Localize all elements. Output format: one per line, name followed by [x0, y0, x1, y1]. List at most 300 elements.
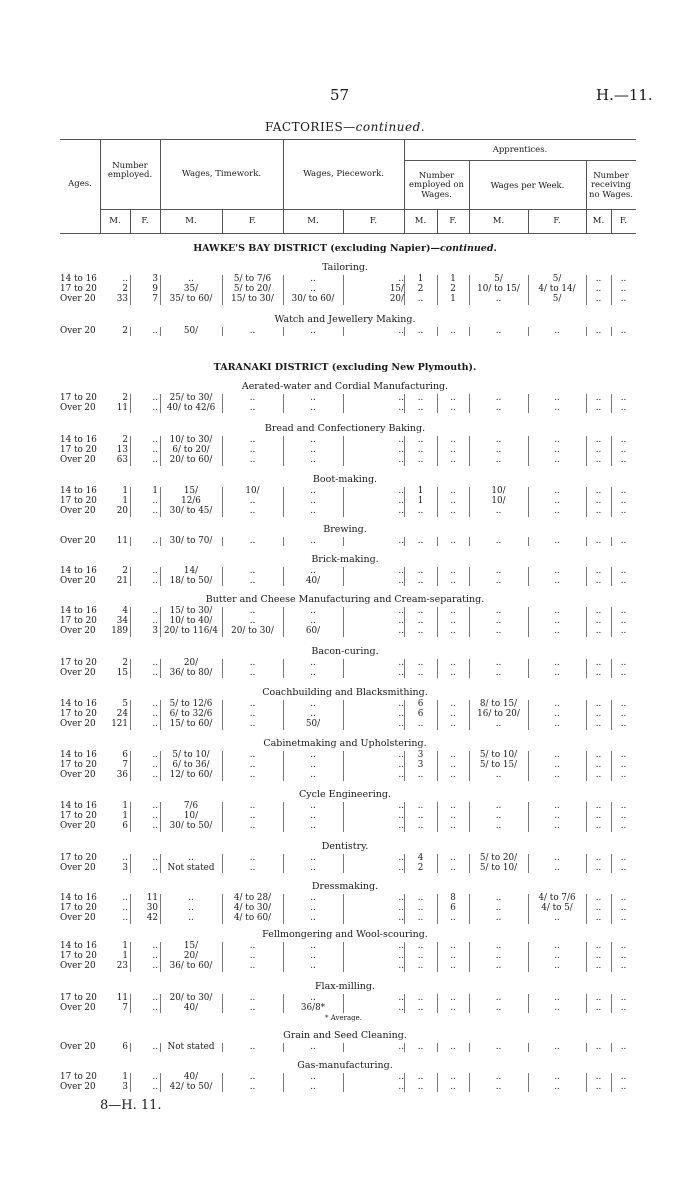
row-divider — [222, 607, 223, 637]
row-divider — [469, 751, 470, 781]
cell-xf: .. — [620, 760, 627, 771]
cell-xf: .. — [620, 576, 627, 587]
cell-nf: .. — [152, 496, 158, 507]
cell-pm: .. — [310, 1042, 316, 1052]
cell-nm: 20 — [116, 506, 128, 517]
cell-tm: Not stated — [167, 863, 215, 874]
row-divider — [528, 327, 529, 336]
cell-xm: .. — [595, 811, 602, 822]
cell-wm: .. — [495, 668, 502, 679]
cell-pm: .. — [310, 801, 316, 811]
cell-nf: .. — [152, 455, 158, 466]
cell-xf: .. — [620, 719, 627, 730]
row-divider — [528, 802, 529, 832]
row-divider — [343, 751, 344, 781]
cell-wf: .. — [554, 1072, 560, 1082]
cell-xm: .. — [595, 435, 602, 445]
row-divider — [611, 751, 612, 781]
cell-tf: .. — [249, 863, 256, 874]
row-divider — [611, 802, 612, 832]
cell-am: .. — [417, 719, 424, 730]
row-divider — [130, 894, 131, 924]
cell-pf: .. — [398, 760, 404, 771]
row-divider — [469, 436, 470, 466]
cell-wm: 8/ to 15/ — [479, 699, 518, 709]
cell-pm: .. — [310, 951, 316, 962]
cell-am: .. — [417, 1042, 424, 1052]
col-number-employed: Number employed. — [107, 161, 153, 181]
cell-nm: 7 — [122, 760, 128, 771]
row-divider — [437, 894, 438, 924]
cell-nm: 1 — [122, 811, 128, 822]
cell-wf: .. — [554, 658, 560, 668]
cell-tm: 30/ to 70/ — [169, 536, 213, 546]
cell-pf: 15/ — [389, 284, 404, 295]
cell-xf: .. — [620, 658, 627, 668]
cell-tf: .. — [249, 719, 256, 730]
col-f: F. — [449, 216, 457, 226]
row-divider — [586, 436, 587, 466]
row-age: Over 20 — [60, 1003, 96, 1014]
cell-xm: .. — [595, 903, 602, 914]
row-divider — [586, 659, 587, 678]
cell-wf: .. — [554, 750, 560, 760]
cell-tm: .. — [188, 893, 194, 903]
cell-nm: 2 — [122, 658, 128, 668]
cell-pm: .. — [310, 486, 316, 496]
cell-tf: 4/ to 30/ — [233, 903, 272, 914]
row-age: 14 to 16 — [60, 606, 97, 616]
cell-pf: .. — [398, 393, 404, 403]
cell-pf: .. — [398, 951, 404, 962]
cell-wm: .. — [495, 326, 502, 336]
cell-am: 6 — [417, 699, 424, 709]
cell-tm: 20/ to 60/ — [169, 455, 213, 466]
row-divider — [586, 275, 587, 305]
cell-nf: .. — [152, 606, 158, 616]
cell-am: .. — [417, 770, 424, 781]
cell-tf: .. — [249, 445, 256, 456]
cell-xm: .. — [595, 941, 602, 951]
trade-heading: Coachbuilding and Blacksmithing. — [262, 687, 428, 698]
cell-tm: 36/ to 60/ — [169, 961, 213, 972]
cell-tm: 18/ to 50/ — [169, 576, 213, 587]
row-divider — [222, 942, 223, 972]
cell-tf: .. — [249, 961, 256, 972]
cell-pf: .. — [398, 1042, 404, 1052]
cell-pf: .. — [398, 506, 404, 517]
cell-am: 3 — [417, 760, 424, 771]
cell-wm: .. — [495, 616, 502, 627]
cell-am: .. — [417, 616, 424, 627]
row-divider — [130, 567, 131, 586]
row-divider — [343, 700, 344, 730]
cell-wf: .. — [554, 719, 560, 730]
row-divider — [586, 537, 587, 546]
row-divider — [160, 436, 161, 466]
row-age: 17 to 20 — [60, 709, 97, 720]
cell-pf: .. — [398, 626, 404, 637]
row-divider — [469, 327, 470, 336]
cell-nm: 7 — [122, 1003, 128, 1014]
cell-xf: .. — [620, 893, 627, 903]
row-divider — [586, 994, 587, 1013]
cell-pf: .. — [398, 496, 404, 507]
cell-nm: 4 — [122, 606, 128, 616]
row-divider — [586, 942, 587, 972]
row-age: Over 20 — [60, 326, 96, 336]
row-divider — [437, 942, 438, 972]
row-divider — [404, 854, 405, 873]
cell-tm: 6/ to 36/ — [172, 760, 210, 771]
row-divider — [160, 659, 161, 678]
footer-code: 8—H. 11. — [100, 1098, 162, 1113]
row-divider — [160, 1073, 161, 1092]
row-divider — [437, 854, 438, 873]
cell-wf: .. — [554, 393, 560, 403]
cell-wf: .. — [554, 801, 560, 811]
col-f: F. — [141, 216, 149, 226]
cell-pm: .. — [310, 760, 316, 771]
row-age: Over 20 — [60, 294, 96, 305]
col-f: F. — [369, 216, 378, 226]
row-divider — [469, 659, 470, 678]
row-divider — [130, 700, 131, 730]
col-m: M. — [307, 216, 319, 226]
cell-af: .. — [450, 658, 456, 668]
row-divider — [528, 751, 529, 781]
cell-nf: .. — [152, 760, 158, 771]
row-divider — [437, 275, 438, 305]
cell-af: .. — [450, 486, 456, 496]
row-divider — [343, 607, 344, 637]
row-divider — [222, 394, 223, 413]
row-age: 14 to 16 — [60, 486, 97, 496]
row-age: 14 to 16 — [60, 893, 97, 903]
row-divider — [528, 854, 529, 873]
cell-tm: 30/ to 45/ — [169, 506, 213, 517]
row-divider — [283, 751, 284, 781]
row-divider — [404, 1073, 405, 1092]
cell-xf: .. — [620, 455, 627, 466]
cell-am: 2 — [417, 863, 424, 874]
cell-xm: .. — [595, 576, 602, 587]
row-divider — [283, 327, 284, 336]
cell-wf: .. — [554, 1082, 560, 1093]
row-divider — [222, 802, 223, 832]
cell-tf: 10/ — [245, 486, 260, 496]
row-divider — [343, 659, 344, 678]
row-divider — [404, 487, 405, 517]
cell-pf: .. — [398, 576, 404, 587]
row-age: 17 to 20 — [60, 903, 97, 914]
cell-nf: 11 — [146, 893, 158, 903]
row-divider — [160, 700, 161, 730]
cell-tm: 35/ — [183, 284, 199, 295]
cell-xf: .. — [620, 821, 627, 832]
cell-af: .. — [450, 801, 456, 811]
cell-af: .. — [450, 961, 456, 972]
trade-heading: Cycle Engineering. — [299, 789, 391, 800]
cell-am: .. — [417, 566, 424, 576]
row-divider — [404, 894, 405, 924]
row-divider — [437, 436, 438, 466]
cell-xf: .. — [620, 993, 627, 1003]
cell-xf: .. — [620, 1082, 627, 1093]
cell-nm: 1 — [122, 496, 128, 507]
cell-pm: .. — [310, 1082, 316, 1093]
cell-af: .. — [450, 719, 456, 730]
cell-af: .. — [450, 668, 456, 679]
cell-xm: .. — [595, 1042, 602, 1052]
cell-nf: .. — [152, 668, 158, 679]
cell-pm: 40/ — [305, 576, 321, 587]
cell-nf: .. — [152, 1072, 158, 1082]
cell-tm: 40/ to 42/6 — [166, 403, 216, 414]
cell-af: 2 — [450, 284, 456, 295]
row-divider — [343, 394, 344, 413]
cell-tm: 35/ to 60/ — [169, 294, 213, 305]
row-divider — [343, 487, 344, 517]
district-heading — [0, 362, 690, 373]
row-divider — [222, 436, 223, 466]
cell-xf: .. — [620, 853, 627, 863]
cell-nm: 121 — [111, 719, 128, 730]
cell-pf: .. — [398, 326, 404, 336]
cell-tf: .. — [249, 455, 256, 466]
cell-tm: 20/ to 30/ — [169, 993, 213, 1003]
cell-nm: 2 — [122, 284, 128, 295]
cell-pf: .. — [398, 719, 404, 730]
cell-am: .. — [417, 626, 424, 637]
cell-pf: .. — [398, 853, 404, 863]
row-divider — [586, 607, 587, 637]
table-footnote: * Average. — [325, 1014, 362, 1023]
cell-tf: .. — [249, 941, 256, 951]
cell-tm: 15/ — [183, 486, 199, 496]
cell-tf: .. — [249, 853, 256, 863]
row-divider — [437, 487, 438, 517]
row-divider — [160, 994, 161, 1013]
row-age: Over 20 — [60, 455, 96, 466]
cell-am: 4 — [417, 853, 424, 863]
cell-xm: .. — [595, 536, 602, 546]
cell-am: .. — [417, 455, 424, 466]
cell-wf: 4/ to 7/6 — [538, 893, 576, 903]
row-divider — [437, 1043, 438, 1052]
row-divider — [528, 607, 529, 637]
cell-pf: .. — [398, 993, 404, 1003]
cell-xf: .. — [620, 274, 627, 284]
header-top-rule — [60, 139, 636, 140]
row-divider — [283, 607, 284, 637]
row-age: 17 to 20 — [60, 760, 97, 771]
cell-tf: .. — [249, 821, 256, 832]
cell-wm: .. — [495, 626, 502, 637]
cell-tf: .. — [249, 536, 256, 546]
row-divider — [437, 537, 438, 546]
cell-wm: .. — [495, 536, 502, 546]
cell-pm: 30/ to 60/ — [291, 294, 335, 305]
cell-wm: .. — [495, 1042, 502, 1052]
cell-wm: .. — [495, 993, 502, 1003]
row-age: 14 to 16 — [60, 750, 97, 760]
cell-xf: .. — [620, 496, 627, 507]
cell-xm: .. — [595, 658, 602, 668]
row-divider — [586, 894, 587, 924]
cell-pm: .. — [310, 913, 316, 924]
row-age: 14 to 16 — [60, 941, 97, 951]
cell-nf: .. — [152, 811, 158, 822]
row-divider — [404, 802, 405, 832]
row-divider — [437, 394, 438, 413]
trade-heading: Brick-making. — [311, 554, 379, 565]
row-divider — [283, 802, 284, 832]
row-divider — [469, 1073, 470, 1092]
row-divider — [586, 567, 587, 586]
cell-nm: 11 — [116, 403, 128, 414]
row-age: Over 20 — [60, 913, 96, 924]
row-divider — [343, 894, 344, 924]
col-m: M. — [492, 216, 505, 226]
cell-pm: .. — [310, 709, 316, 720]
row-divider — [222, 567, 223, 586]
row-divider — [222, 751, 223, 781]
cell-pf: .. — [398, 863, 404, 874]
cell-nf: .. — [152, 536, 158, 546]
cell-am: .. — [417, 1072, 424, 1082]
row-divider — [343, 802, 344, 832]
cell-xf: .. — [620, 445, 627, 456]
col-appr-no-wages: Number receiving no Wages. — [589, 171, 633, 200]
cell-wm: 10/ to 15/ — [477, 284, 520, 295]
cell-xf: .. — [620, 903, 627, 914]
cell-wf: 4/ to 14/ — [538, 284, 576, 295]
cell-af: .. — [450, 403, 456, 414]
row-divider — [283, 394, 284, 413]
cell-am: .. — [417, 941, 424, 951]
cell-nf: .. — [152, 853, 158, 863]
cell-tm: 42/ to 50/ — [169, 1082, 213, 1093]
cell-tm: .. — [188, 853, 194, 863]
cell-pm: .. — [310, 821, 316, 832]
cell-nm: 1 — [122, 486, 128, 496]
row-divider — [343, 942, 344, 972]
row-divider — [586, 700, 587, 730]
col-f: F. — [248, 216, 257, 226]
cell-tm: 20/ — [183, 951, 199, 962]
cell-am: .. — [417, 913, 424, 924]
cell-xf: .. — [620, 941, 627, 951]
cell-af: .. — [450, 435, 456, 445]
row-divider — [611, 436, 612, 466]
cell-wf: .. — [554, 760, 560, 771]
cell-wm: .. — [495, 951, 502, 962]
col-apprentices: Apprentices. — [492, 145, 548, 155]
cell-nm: 6 — [122, 750, 128, 760]
cell-wm: .. — [495, 606, 502, 616]
cell-pf: .. — [398, 606, 404, 616]
row-divider — [160, 537, 161, 546]
cell-pf: .. — [398, 903, 404, 914]
row-divider — [222, 659, 223, 678]
cell-nf: .. — [152, 699, 158, 709]
cell-af: 6 — [450, 903, 456, 914]
cell-nm: 2 — [122, 326, 128, 336]
row-divider — [586, 751, 587, 781]
cell-tf: .. — [249, 801, 256, 811]
cell-wm: .. — [495, 903, 502, 914]
cell-tm: 12/6 — [181, 496, 201, 507]
cell-af: .. — [450, 1082, 456, 1093]
col-wages-timework: Wages, Timework. — [181, 169, 262, 179]
row-age: 17 to 20 — [60, 393, 97, 403]
cell-xm: .. — [595, 455, 602, 466]
cell-nf: .. — [152, 951, 158, 962]
cell-af: .. — [450, 863, 456, 874]
cell-nm: 23 — [116, 961, 128, 972]
cell-wm: 10/ — [491, 486, 506, 496]
cell-wm: .. — [495, 893, 502, 903]
row-divider — [404, 537, 405, 546]
cell-pm: .. — [310, 863, 316, 874]
cell-nm: .. — [122, 893, 128, 903]
cell-af: .. — [450, 326, 456, 336]
cell-wf: .. — [554, 566, 560, 576]
cell-xm: .. — [595, 770, 602, 781]
page-title — [0, 120, 690, 134]
cell-tm: 7/6 — [183, 801, 199, 811]
cell-pm: .. — [310, 435, 316, 445]
row-age: 17 to 20 — [60, 284, 97, 295]
row-divider — [528, 942, 529, 972]
cell-pm: .. — [310, 811, 316, 822]
cell-tm: 40/ — [183, 1003, 199, 1014]
cell-xm: .. — [595, 1082, 602, 1093]
cell-xm: .. — [595, 626, 602, 637]
cell-pm: .. — [310, 853, 316, 863]
cell-wm: .. — [495, 506, 502, 517]
cell-am: .. — [417, 326, 424, 336]
cell-wm: .. — [495, 719, 502, 730]
row-divider — [611, 327, 612, 336]
cell-xf: .. — [620, 435, 627, 445]
cell-af: .. — [450, 1042, 456, 1052]
cell-nm: 1 — [122, 951, 128, 962]
trade-heading: Cabinetmaking and Upholstering. — [263, 738, 427, 749]
cell-xm: .. — [595, 294, 602, 305]
row-divider — [343, 1073, 344, 1092]
cell-xm: .. — [595, 445, 602, 456]
cell-nf: .. — [152, 435, 158, 445]
cell-tm: 5/ to 12/6 — [169, 699, 213, 709]
cell-nf: .. — [152, 658, 158, 668]
cell-xf: .. — [620, 536, 627, 546]
row-divider — [343, 1043, 344, 1052]
trade-heading: Dentistry. — [321, 841, 369, 852]
row-divider — [160, 487, 161, 517]
cell-tm: 40/ — [183, 1072, 199, 1082]
cell-pf: .. — [398, 709, 404, 720]
cell-wf: .. — [554, 961, 560, 972]
row-divider — [222, 537, 223, 546]
row-divider — [130, 394, 131, 413]
row-divider — [611, 394, 612, 413]
cell-xm: .. — [595, 709, 602, 720]
row-divider — [611, 942, 612, 972]
cell-wf: .. — [554, 626, 560, 637]
cell-pm: .. — [310, 961, 316, 972]
